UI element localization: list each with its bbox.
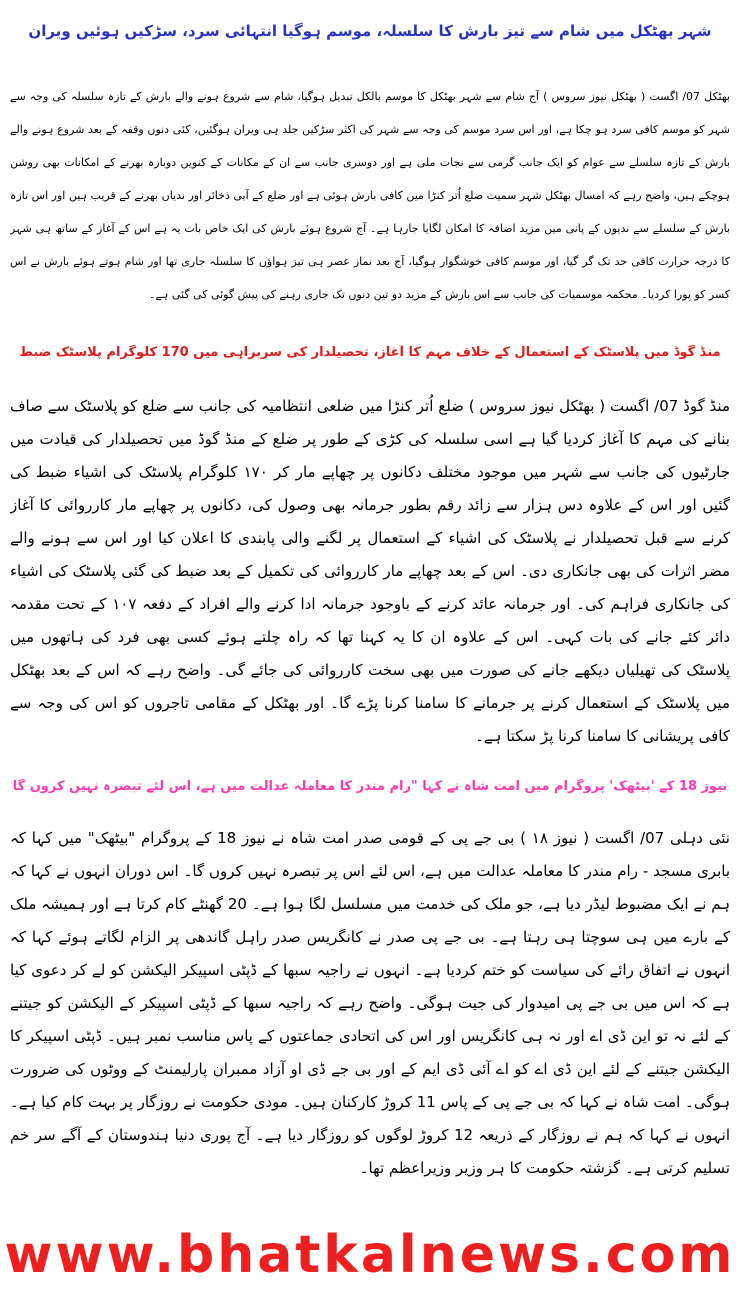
article-1-body: [10, 80, 730, 330]
site-url-footer: www.bhatkalnews.com: [4, 1225, 736, 1285]
article-2-headline: منڈ گوڈ میں پلاسٹک کے استعمال کے خلاف مہم کا آغاز، تحصیلدار کی سربراہی میں 170 کلوگرام پلاسٹک ضبط: [19, 345, 721, 360]
article-2-body: [10, 390, 730, 765]
article-1-headline: شہر بھٹکل میں شام سے تیز بارش کا سلسلہ، موسم ہوگیا انتہائی سرد، سڑکیں ہوئیں ویران: [28, 22, 712, 40]
article-2-text: منڈ گوڈ 07/ اگست ( بھٹکل نیوز سروس ) ضلع اُتر کنڑا میں ضلعی انتظامیہ کی جانب سے ضلع کو پلاسٹک سے صاف بنانے کی مہم کا آغاز کردیا گیا ہے اسی سلسلہ کی کڑی کے طور پر ضلع کے منڈ گوڈ میں تحصیلدار کی قیادت میں جارٹیوں کی جانب سے شہر میں موجود مختلف دکانوں پر چھاپے مار کر ۱۷۰ کلوگرام پلاسٹک کی اشیاء ضبط کی گئیں اور اس کے علاوہ دس ہزار سے زائد رقم بطور جرمانہ بھی وصول کی، دکانوں پر چھاپے مار کارروائی کا آغاز کرنے سے قبل تحصیلدار نے پلاسٹک کی اشیاء کے استعمال پر لگنے والی پابندی کا اعلان کیا اور اس سے ہونے والے مضر اثرات کی بھی جانکاری دی۔ اس کے بعد چھاپے مار کارروائی کی تکمیل کے بعد ضبط کی گئی پلاسٹک کی اشیاء کی جانکاری فراہم کی۔ اور جرمانہ عائد کرنے کے باوجود جرمانہ ادا کرنے والے افراد کے دفعہ ۱۰۷ کے تحت مقدمہ دائر کئے جانے کی بات کہی۔ اس کے علاوہ ان کا یہ کہنا تھا کہ راہ چلتے ہوئے کسی بھی فرد کی ہاتھوں میں پلاسٹک کی تھیلیاں دیکھے جانے کی صورت میں بھی سخت کارروائی کی جائے گی۔ واضح رہے کہ اس کے بعد بھٹکل میں پلاسٹک کے استعمال کرنے پر جرمانے کا سامنا کرنا پڑے گا۔ اور بھٹکل کے مقامی تاجروں کو اس کی وجہ سے کافی پریشانی کا سامنا کرنا پڑ سکتا ہے۔: [10, 397, 730, 745]
article-3-body: [10, 822, 730, 1192]
article-3-headline: نیوز 18 کے 'بیٹھک' پروگرام میں امت شاہ نے کہا "رام مندر کا معاملہ عدالت میں ہے، اس لئے تبصرہ نہیں کروں گا: [12, 779, 728, 794]
article-1-text: بھٹکل 07/ اگست ( بھٹکل نیوز سروس ) آج شام سے شہر بھٹکل کا موسم بالکل تبدیل ہوگیا، شام سے شروع ہونے والے بارش کے تازہ سلسلہ کی وجہ سے شہر کو موسم کافی سرد ہو چکا ہے، اور اس سرد موسم کی وجہ سے شہر کی اکثر سڑکیں جلد ہی ویران ہوگئیں، کئی دنوں وقفہ کے بعد شروع ہونے والے بارش کے تازہ سلسلے سے عوام کو ایک جانب گرمی سے نجات ملی ہے اور دوسری جانب سے ان کے مکانات کے کنویں دوبارہ بھرنے کے امکانات بھی روشن ہوچکے ہیں، واضح رہے کہ امسال بھٹکل شہر سمیت ضلع اُتر کنڑا میں کافی بارش ہوئی ہے اور ضلع کے آبی ذخائر اور ندیاں بھرنے کے قریب ہیں اور اس تازہ بارش کے سلسلے سے ندیوں کے پانی میں مزید اضافہ کا امکان لگایا جارہا ہے۔ آج شروع ہوئے بارش کی ایک خاص بات یہ ہے اس کے آغاز کے ساتھ ہی شہر کا درجہ حرارت کافی حد تک گر گیا، اور موسم کافی خوشگوار ہوگیا، آج بعد نماز عصر ہی تیز ہواؤں کا سلسلہ جاری تھا اور شام ہوتے ہوئے بارش نے اس کسر کو پورا کردیا۔ محکمہ موسمیات کی جانب سے اس بارش کے مزید دو تین دنوں تک جاری رہنے کی پیش گوئی کی گئی ہے۔: [10, 90, 730, 301]
article-3-text: نئی دہلی 07/ اگست ( نیوز ۱۸ ) بی جے پی کے قومی صدر امت شاہ نے نیوز 18 کے پروگرام "بیٹھک" میں کہا کہ بابری مسجد - رام مندر کا معاملہ عدالت میں ہے، اس لئے اس پر تبصرہ نہیں کروں گا۔ اس دوران انہوں نے کہا کہ ہم نے ایک مضبوط لیڈر دیا ہے، جو ملک کی خدمت میں مسلسل لگا ہوا ہے۔ 20 گھنٹے کام کرتا ہے اور ہمیشہ ملک کے بارے میں ہی سوچتا ہی رہتا ہے۔ بی جے پی صدر نے کانگریس صدر راہل گاندھی پر الزام لگاتے ہوئے کہا کہ انہوں نے اتفاق رائے کی سیاست کو ختم کردیا ہے۔ انہوں نے راجیہ سبھا کے ڈپٹی اسپیکر الیکشن کو لے کر دعوی کیا ہے کہ اس میں بی جے پی امیدوار کی جیت ہوگی۔ واضح رہے کہ راجیہ سبھا کے ڈپٹی اسپیکر کے الیکشن کو جیتنے کے لئے نہ تو این ڈی اے اور نہ ہی کانگریس اور اس کی اتحادی جماعتوں کے پاس مناسب نمبر ہیں۔ ڈپٹی اسپیکر کا الیکشن جیتنے کے لئے این ڈی اے کو اے آئی ڈی ایم کے اور بی جے ڈی او آزاد ممبران پارلیمنٹ کے ووٹوں کی ضرورت ہوگی۔ امت شاہ نے کہا کہ بی جے پی کے پاس 11 کروڑ کارکنان ہیں۔ مودی حکومت نے روزگار پر بہت کام کیا ہے۔ انہوں نے کہا کہ ہم نے روزگار کے ذریعہ 12 کروڑ لوگوں کو روزگار دیا ہے۔ آج پوری دنیا ہندوستان کے آگے سر خم تسلیم کرتی ہے۔ گزشتہ حکومت کا ہر وزیر وزیراعظم تھا۔: [10, 829, 730, 1177]
